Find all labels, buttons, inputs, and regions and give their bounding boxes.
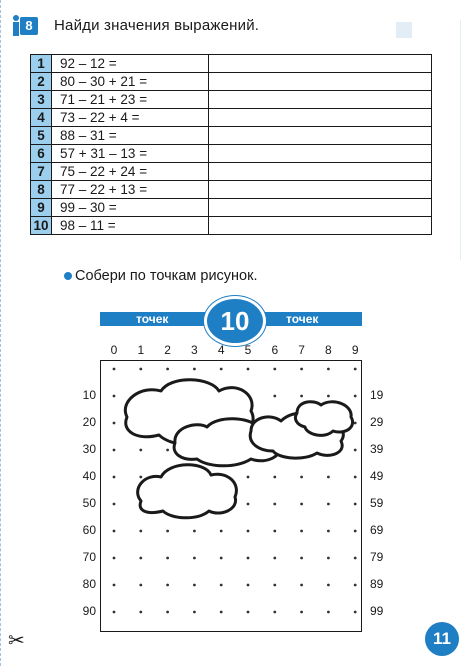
table-row [31,55,432,73]
table-row [31,109,432,127]
expressions-table [30,54,432,235]
row-number: 1 [31,55,52,73]
row-number: 8 [31,181,52,199]
row-label-left: 40 [82,469,96,483]
expression: 77 – 22 + 13 = [52,181,209,199]
row-number: 2 [31,73,52,91]
faded-cell [209,109,432,127]
column-label: 6 [271,343,279,357]
row-number: 7 [31,163,52,181]
task-title: Найди значения выражений. [54,17,260,34]
expression: 99 – 30 = [52,199,209,217]
row-label-left: 90 [82,604,96,618]
table-row [31,127,432,145]
row-label-right: 69 [370,523,384,537]
row-label-right: 89 [370,577,384,591]
expression: 80 – 30 + 21 = [52,73,209,91]
faded-cell [209,217,432,235]
faded-cell [209,181,432,199]
table-row [31,145,432,163]
faded-cell [209,73,432,91]
table-row [31,217,432,235]
instruction-text: Собери по точкам рисунок. [75,268,258,284]
column-label: 0 [110,343,118,357]
table-row [31,181,432,199]
row-number: 6 [31,145,52,163]
table-row [31,91,432,109]
row-label-right: 99 [370,604,384,618]
page-margin-line [0,0,3,666]
faded-cell [209,145,432,163]
row-label-left: 30 [82,442,96,456]
banner-left-label: точек [136,312,169,326]
column-label: 2 [164,343,171,357]
column-label: 5 [244,343,252,357]
row-label-right: 19 [370,388,384,402]
column-label: 3 [191,343,198,357]
row-number: 9 [31,199,52,217]
row-label-left: 60 [82,523,96,537]
task-number: 8 [20,17,38,35]
column-label: 9 [351,343,359,357]
row-label-right: 79 [370,550,384,564]
row-number: 5 [31,127,52,145]
row-label-left: 50 [82,496,96,510]
row-label-left: 70 [82,550,96,564]
table-row [31,199,432,217]
row-label-left: 10 [82,388,96,402]
expression: 98 – 11 = [52,217,209,235]
row-label-right: 59 [370,496,384,510]
table-row [31,73,432,91]
row-label-left: 80 [82,577,96,591]
row-label-left: 20 [82,415,96,429]
expression: 57 + 31 – 13 = [52,145,209,163]
column-label: 1 [137,343,145,357]
banner-right-label: точек [286,312,319,326]
row-label-right: 29 [370,415,384,429]
faded-cell [209,91,432,109]
dot-grid [100,360,362,632]
column-label: 7 [298,343,305,357]
page-number: 11 [425,622,459,656]
row-label-right: 39 [370,442,384,456]
bullet-icon [64,272,72,280]
scissors-icon: ✂ [8,630,25,652]
clouds-drawing [101,361,363,633]
faded-cell [209,199,432,217]
row-number: 4 [31,109,52,127]
expression: 88 – 31 = [52,127,209,145]
row-number: 10 [31,217,52,235]
task-header [10,14,40,36]
expression: 92 – 12 = [52,55,209,73]
faded-cell [209,55,432,73]
column-label: 4 [217,343,225,357]
expression: 75 – 22 + 24 = [52,163,209,181]
row-number: 3 [31,91,52,109]
table-row [31,163,432,181]
column-label: 8 [325,343,332,357]
faded-cell [209,163,432,181]
expression: 73 – 22 + 4 = [52,109,209,127]
expression: 71 – 21 + 23 = [52,91,209,109]
banner-number: 10 [204,296,266,346]
row-label-right: 49 [370,469,384,483]
faded-cell [209,127,432,145]
